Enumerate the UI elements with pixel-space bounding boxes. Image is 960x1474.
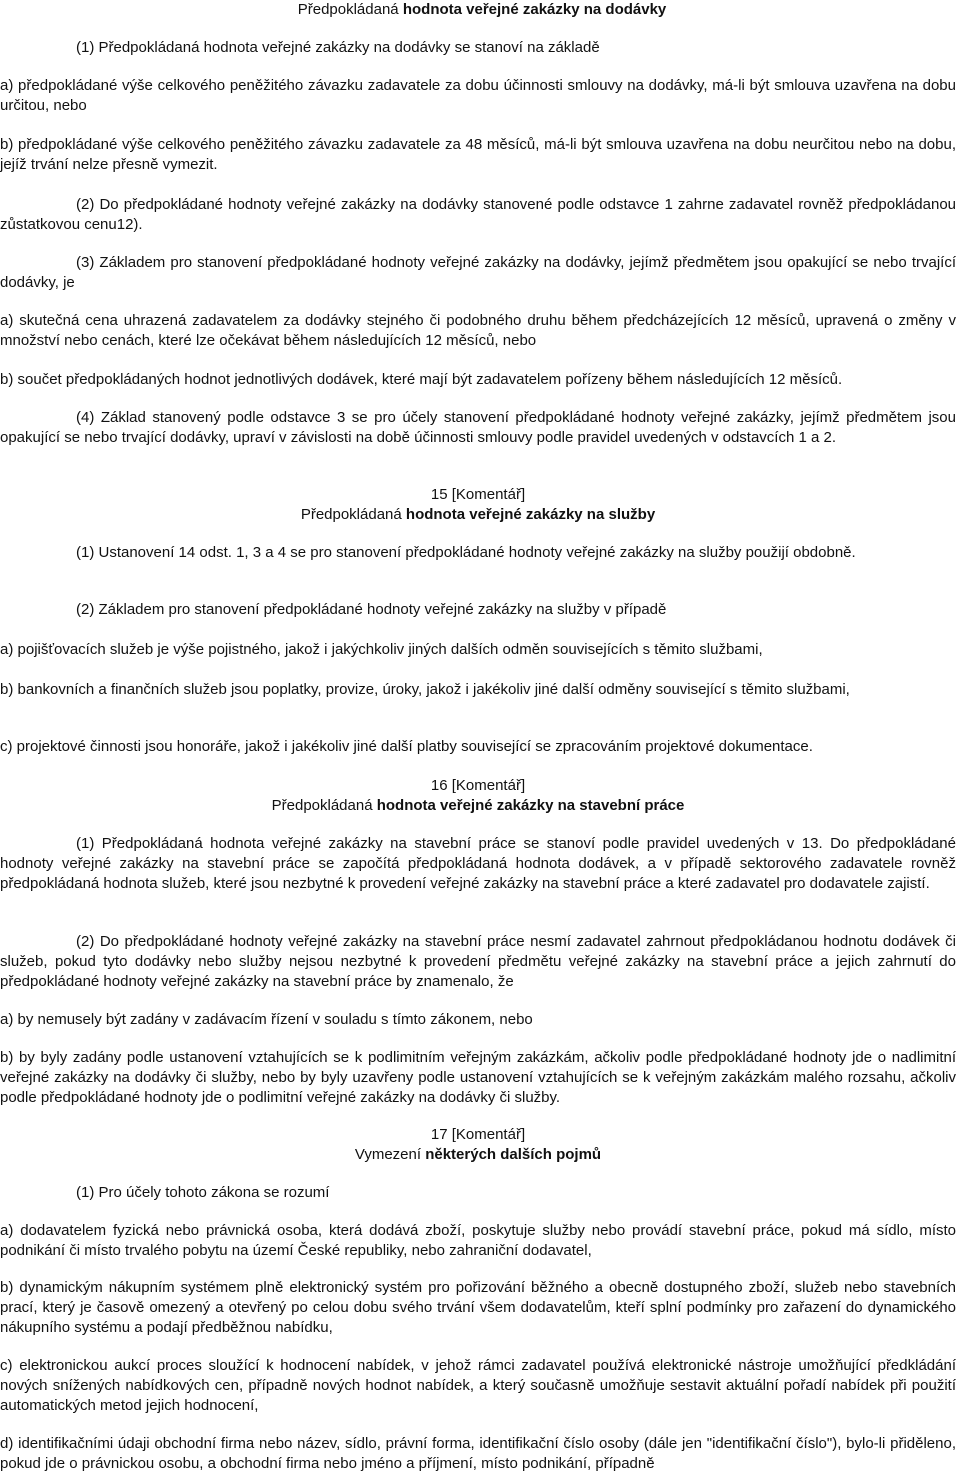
sec15-paragraph-2c: c) projektové činnosti jsou honoráře, jakož i jakékoliv jiné další platby související se zpracováním projektové dokumentace.: [0, 738, 813, 755]
sec15-paragraph-2: (2) Základem pro stanovení předpokládané hodnoty veřejné zakázky na služby v případě: [76, 601, 667, 618]
section-17-number[interactable]: 17 [Komentář]: [430, 1126, 526, 1143]
sec14-paragraph-3a: a) skutečná cena uhrazená zadavatelem za dodávky stejného či podobného druhu během předcházejících 12 měsíců, upravená o změny v množství nebo cenách, které lze očekávat během následujících 12 měsíců, nebo: [0, 312, 956, 349]
sec17-paragraph-1b: b) dynamickým nákupním systémem plně elektronický systém pro pořizování běžného a obecně dostupného zboží, služeb nebo stavebních prací, který je časově omezený a otevřený po celou dobu svého trvání všem dodavatelům, kteří splní podmínky pro zařazení do dynamického nákupního systému a podají předběžnou nabídku,: [0, 1279, 956, 1336]
sec16-paragraph-2b: b) by byly zadány podle ustanovení vztahujících se k podlimitním veřejným zakázkám, ačkoliv podle předpokládané hodnoty jde o nadlimitní veřejné zakázky na dodávky či služby, nebo by byly uzavřeny podle ustanovení vztahujících se k veřejným zakázkám malého rozsahu, ačkoliv podle předpokládané hodnoty jde o podlimitní veřejné zakázky na dodávky či služby.: [0, 1049, 956, 1106]
sec16-paragraph-2a: a) by nemusely být zadány v zadávacím řízení v souladu s tímto zákonem, nebo: [0, 1011, 533, 1028]
sec14-paragraph-1a: a) předpokládané výše celkového peněžitého závazku zadavatele za dobu účinnosti smlouvy na dodávky, má-li být smlouva uzavřena na dobu určitou, nebo: [0, 77, 956, 114]
sec17-paragraph-1: (1) Pro účely tohoto zákona se rozumí: [76, 1184, 330, 1201]
sec16-paragraph-1: (1) Předpokládaná hodnota veřejné zakázky na stavební práce se stanoví podle pravidel uvedených v 13. Do předpokládané hodnoty veřejné zakázky na stavební práce se započítá předpokládaná hodnota dodávek, a v případě sektorového zadavatele rovněž předpokládaná hodnota služeb, které jsou nezbytné k provedení veřejné zakázky na stavební práce a které zadavatel pro dodavatele zajistí.: [0, 835, 956, 892]
sec14-paragraph-3: (3) Základem pro stanovení předpokládané hodnoty veřejné zakázky na dodávky, jejímž předmětem jsou opakující se nebo trvající dodávky, je: [0, 254, 956, 291]
sec15-paragraph-1: (1) Ustanovení 14 odst. 1, 3 a 4 se pro stanovení předpokládané hodnoty veřejné zakázky na služby použijí obdobně.: [76, 544, 856, 561]
sec16-paragraph-2: (2) Do předpokládané hodnoty veřejné zakázky na stavební práce nesmí zadavatel zahrnout předpokládanou hodnotu dodávek či služeb, pokud tyto dodávky nebo služby nejsou nezbytné k provedení předmětu veřejné zakázky na stavební práce a jejich zahrnutí do předpokládané hodnoty veřejné zakázky na stavební práce by znamenalo, že: [0, 933, 956, 990]
sec14-paragraph-1: (1) Předpokládaná hodnota veřejné zakázky na dodávky se stanoví na základě: [76, 39, 600, 56]
section-16-title-bold: hodnota veřejné zakázky na stavební práce: [376, 797, 685, 814]
sec14-paragraph-2: (2) Do předpokládané hodnoty veřejné zakázky na dodávky stanovené podle odstavce 1 zahrne zadavatel rovněž předpokládanou zůstatkovou cenu12).: [0, 196, 956, 233]
section-16-number[interactable]: 16 [Komentář]: [430, 777, 526, 794]
section-15-title-plain: Předpokládaná: [300, 506, 406, 523]
section-16-title-plain: Předpokládaná: [271, 797, 377, 814]
section-15-number[interactable]: 15 [Komentář]: [430, 486, 526, 503]
sec15-paragraph-2a: a) pojišťovacích služeb je výše pojistného, jakož i jakýchkoliv jiných dalších odměn souvisejících s těmito službami,: [0, 641, 763, 658]
sec14-paragraph-1b: b) předpokládané výše celkového peněžitého závazku zadavatele za 48 měsíců, má-li být smlouva uzavřena na dobu neurčitou nebo na dobu, jejíž trvání nelze přesně vymezit.: [0, 136, 956, 173]
sec14-paragraph-3b: b) součet předpokládaných hodnot jednotlivých dodávek, které mají být zadavatelem pořízeny během následujících 12 měsíců.: [0, 371, 843, 388]
sec17-paragraph-1c: c) elektronickou aukcí proces sloužící k hodnocení nabídek, v jehož rámci zadavatel používá elektronické nástroje umožňující předkládání nových snížených nabídkových cen, případně nových hodnot nabídek, a který současně umožňuje sestavit aktuální pořadí nabídek při použití automatických metod jejich hodnocení,: [0, 1357, 956, 1414]
section-15-title-bold: hodnota veřejné zakázky na služby: [405, 506, 656, 523]
section-16-title: [0, 796, 956, 816]
section-14-title: [4, 0, 960, 20]
section-17-title-bold: některých dalších pojmů: [425, 1146, 602, 1163]
section-17-title: [0, 1145, 956, 1165]
section-14-title-bold: hodnota veřejné zakázky na dodávky: [402, 1, 667, 18]
section-15-title: [0, 505, 956, 525]
section-17-title-plain: Vymezení: [354, 1146, 426, 1163]
sec17-paragraph-1a: a) dodavatelem fyzická nebo právnická osoba, která dodává zboží, poskytuje služby nebo provádí stavební práce, pokud má sídlo, místo podnikání či místo trvalého pobytu na území České republiky, nebo zahraniční dodavatel,: [0, 1222, 956, 1259]
sec14-paragraph-4: (4) Základ stanovený podle odstavce 3 se pro účely stanovení předpokládané hodnoty veřejné zakázky, jejímž předmětem jsou opakující se nebo trvající dodávky, upraví v závislosti na době účinnosti smlouvy podle pravidel uvedených v odstavcích 1 a 2.: [0, 409, 956, 446]
sec17-paragraph-1d: d) identifikačními údaji obchodní firma nebo název, sídlo, právní forma, identifikační číslo osoby (dále jen "identifikační číslo"), bylo-li přiděleno, pokud jde o právnickou osobu, a obchodní firma nebo jméno a příjmení, místo podnikání, případně: [0, 1435, 956, 1472]
section-14-title-plain: Předpokládaná: [297, 1, 403, 18]
sec15-paragraph-2b: b) bankovních a finančních služeb jsou poplatky, provize, úroky, jakož i jakékoliv jiné další odměny související s těmito službami,: [0, 681, 850, 698]
